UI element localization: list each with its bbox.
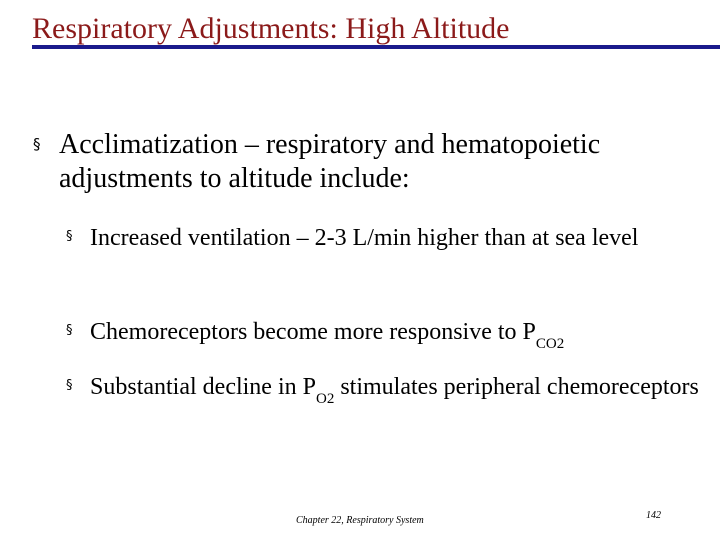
po2-subscript: O2 xyxy=(315,391,335,407)
title-underline xyxy=(32,45,720,49)
subbullet-text xyxy=(90,371,706,407)
bullet-marker-icon: § xyxy=(66,323,73,338)
bullet-marker-icon: § xyxy=(66,378,73,393)
subbullet-text: Increased ventilation – 2-3 L/min higher than at sea level xyxy=(90,225,639,251)
footer-chapter: Chapter 22, Respiratory System xyxy=(296,515,424,526)
page-number: 142 xyxy=(646,510,661,521)
subbullet-text xyxy=(90,316,706,352)
pco2-subscript: CO2 xyxy=(535,336,565,352)
slide-title: Respiratory Adjustments: High Altitude xyxy=(32,12,510,45)
subbullet-ventilation xyxy=(66,222,706,255)
subbullet-text-part: Chemoreceptors become more responsive to P xyxy=(90,319,536,345)
bullet-marker-icon: § xyxy=(33,135,41,153)
subbullet-po2-decline xyxy=(66,371,706,407)
bullet-text: Acclimatization – respiratory and hematopoietic adjustments to altitude include: xyxy=(59,129,601,194)
subbullet-text-part: Substantial decline in P xyxy=(90,374,316,400)
bullet-marker-icon: § xyxy=(66,229,73,244)
bullet-acclimatization xyxy=(33,128,693,196)
subbullet-chemoreceptors xyxy=(66,316,706,352)
subbullet-text-part: stimulates peripheral chemoreceptors xyxy=(334,374,699,400)
